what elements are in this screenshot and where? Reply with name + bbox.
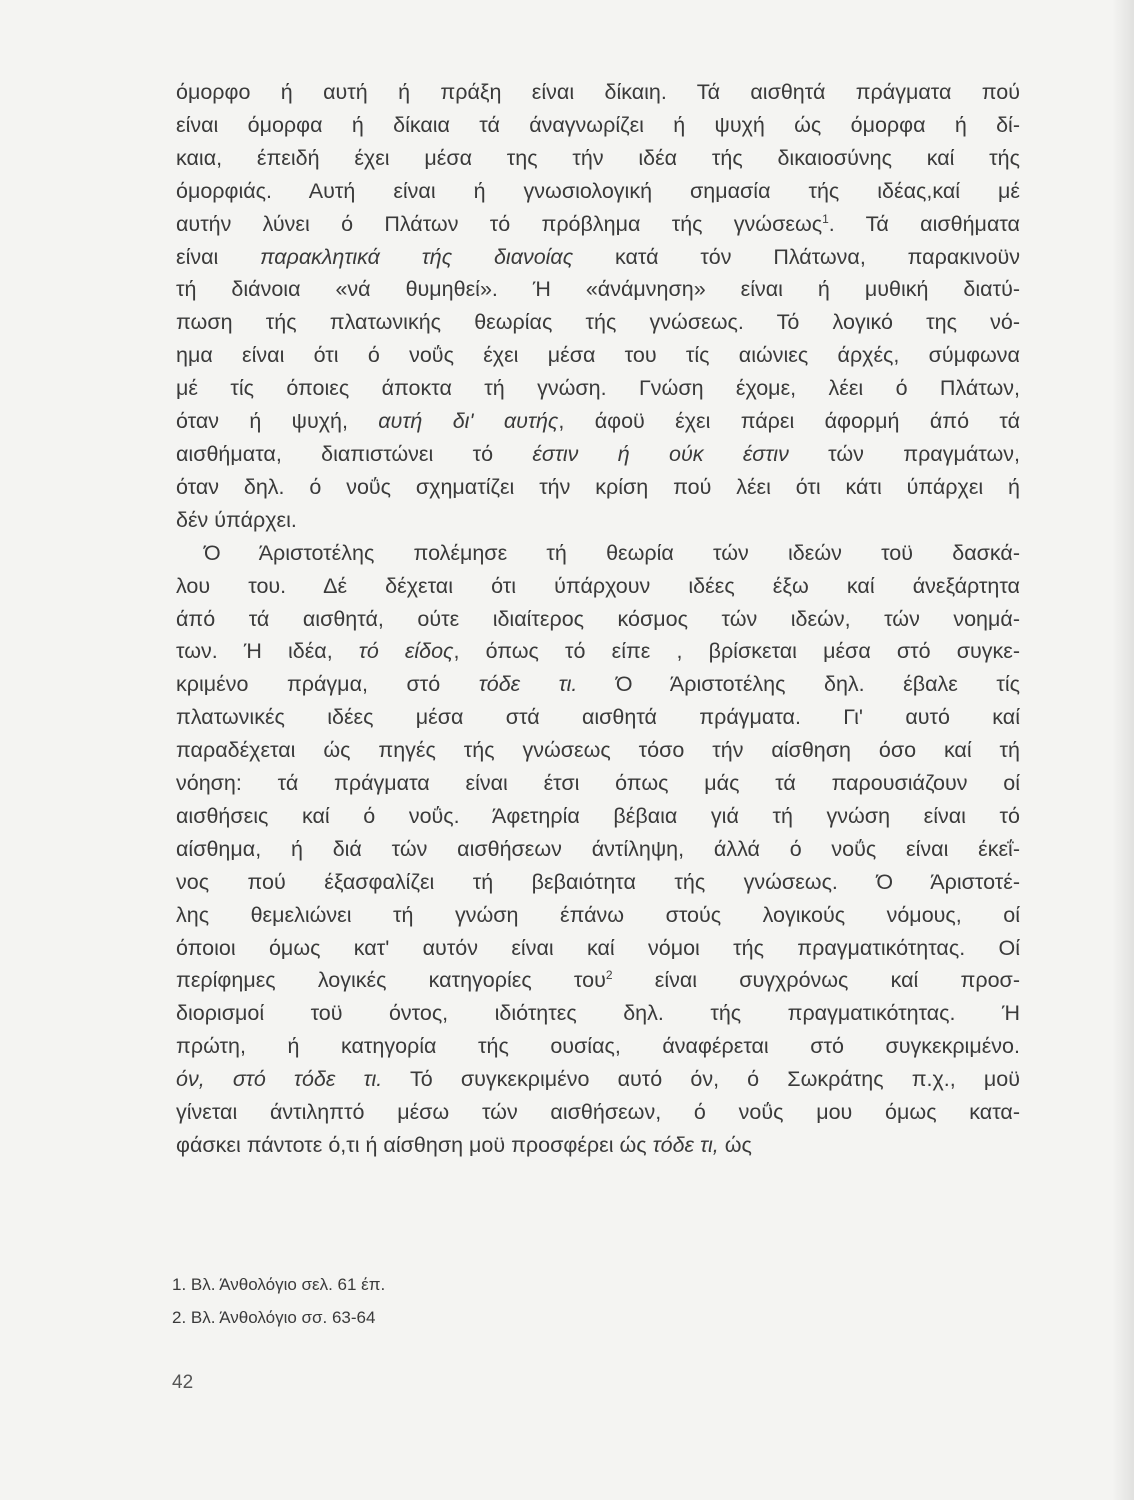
text-line [176,504,1020,537]
text-line [176,1030,1020,1063]
text-run: φάσκει πάντοτε ό,τι ή αίσθηση μοϋ προσφέρει ώς [176,1133,653,1157]
text-line [176,866,1020,899]
text-run: αισθήματα, διαπιστώνει τό [176,441,533,466]
text-line [176,800,1020,833]
page-number: 42 [172,1372,194,1393]
text-run: μέ τίς όποιες άποκτα τή γνώση. Γνώση έχομε, λέει ό Πλάτων, [176,376,1020,401]
text-run: κατά τόν Πλάτωνα, παρακινοϋν [573,244,1021,269]
text-line [176,471,1020,504]
text-run: τή διάνοια «νά θυμηθεί». Ή «άνάμνηση» είναι ή μυθική διατύ- [176,277,1020,302]
text-run: ώς [718,1133,752,1157]
footnote-2: 2. Βλ. Άνθολόγιο σσ. 63-64 [172,1308,376,1327]
text-run: κριμένο πράγμα, στό [176,672,479,697]
text-run: , όπως τό είπε , βρίσκεται μέσα στό συγκε- [453,639,1020,664]
text-line [176,1063,1020,1096]
text-line [176,76,1020,109]
text-run: Τό συγκεκριμένο αυτό όν, ό Σωκράτης π.χ., μοϋ [382,1067,1020,1092]
text-run: λης θεμελιώνει τή γνώση έπάνω στούς λογικούς νόμους, οί [176,902,1020,927]
text-line [176,438,1020,471]
text-run: όταν δηλ. ό νοΰς σχηματίζει τήν κρίση πού λέει ότι κάτι ύπάρχει ή [176,474,1020,499]
text-run: αυτήν λύνει ό Πλάτων τό πρόβλημα τής γνώσεως [176,211,823,236]
text-line [176,241,1020,274]
text-run: όμορφιάς. Αυτή είναι ή γνωσιολογική σημασία τής ιδέας,καί μέ [176,178,1020,203]
text-run: . Τά αισθήματα [828,211,1020,236]
text-line [176,1096,1020,1129]
text-run: Ό Άριστοτέλης πολέμησε τή θεωρία τών ιδεών τοϋ δασκά- [204,540,1020,565]
text-line [176,570,1020,603]
text-run: όταν ή ψυχή, [176,409,379,434]
emphasis: τό είδος [358,639,454,664]
text-run: λου του. Δέ δέχεται ότι ύπάρχουν ιδέες έξω καί άνεξάρτητα [176,573,1020,598]
text-run: είναι συγχρόνως καί προσ- [612,968,1020,993]
text-run: αισθήσεις καί ό νοΰς. Άφετηρία βέβαια γιά τή γνώση είναι τό [176,803,1020,828]
text-run: είναι όμορφα ή δίκαια τά άναγνωρίζει ή ψυχή ώς όμορφα ή δί- [176,112,1020,137]
text-run: πλατωνικές ιδέες μέσα στά αισθητά πράγματα. Γι' αυτό καί [176,705,1020,730]
text-run: περίφημες λογικές κατηγορίες του [176,968,606,993]
footnote-marker: 2 [605,968,613,983]
text-line [176,964,1020,997]
emphasis: τόδε τι. [478,672,578,697]
text-line [176,372,1020,405]
text-run: νος πού έξασφαλίζει τή βεβαιότητα τής γνώσεως. Ό Άριστοτέ- [176,869,1020,894]
text-line [176,405,1020,438]
text-run: γίνεται άντιληπτό μέσω τών αισθήσεων, ό νοΰς μου όμως κατα- [176,1100,1020,1125]
text-line [176,1129,1020,1162]
text-line [176,899,1020,932]
text-run: πρώτη, ή κατηγορία τής ουσίας, άναφέρεται στό συγκεκριμένο. [176,1034,1020,1059]
text-line [176,734,1020,767]
text-run: των. Ή ιδέα, [176,639,359,664]
text-line [176,668,1020,701]
text-run: ημα είναι ότι ό νοΰς έχει μέσα του τίς αιώνιες άρχές, σύμφωνα [176,343,1020,368]
text-run: , άφοϋ έχει πάρει άφορμή άπό τά [558,409,1020,434]
footnote-1: 1. Βλ. Άνθολόγιο σελ. 61 έπ. [172,1275,386,1294]
text-run: άπό τά αισθητά, ούτε ιδιαίτερος κόσμος τών ιδεών, τών νοημά- [176,606,1020,631]
footnote-marker: 1 [822,211,829,226]
text-line [176,175,1020,208]
footnotes [172,1268,872,1334]
text-run: καια, έπειδή έχει μέσα της τήν ιδέα τής δικαιοσύνης καί τής [176,145,1020,170]
text-line [176,635,1020,668]
text-line [176,701,1020,734]
emphasis: παρακλητικά τής διανοίας [260,244,574,269]
text-run: όποιοι όμως κατ' αυτόν είναι καί νόμοι τής πραγματικότητας. Οί [176,935,1020,960]
text-run: δέν ύπάρχει. [176,507,297,532]
emphasis: όν, στό τόδε τι. [176,1067,383,1092]
text-line [176,833,1020,866]
text-run: πωση τής πλατωνικής θεωρίας τής γνώσεως. Τό λογικό της νό- [176,310,1020,335]
body-text [176,76,1020,1162]
emphasis: έστιν ή ούκ έστιν [532,441,789,466]
text-line [176,142,1020,175]
emphasis: αυτή δι' αυτής [378,409,559,434]
text-line [176,603,1020,636]
page-edge-shadow [1112,0,1134,1500]
text-run: παραδέχεται ώς πηγές τής γνώσεως τόσο τήν αίσθηση όσο καί τή [176,738,1020,763]
text-line [176,306,1020,339]
text-line [176,767,1020,800]
text-run: Ό Άριστοτέλης δηλ. έβαλε τίς [577,672,1020,697]
emphasis: τόδε τι, [652,1133,719,1157]
text-run: είναι [176,244,261,269]
text-line [176,273,1020,306]
text-run: όμορφο ή αυτή ή πράξη είναι δίκαιη. Τά αισθητά πράγματα πού [176,80,1020,104]
text-line [176,109,1020,142]
text-run: νόηση: τά πράγματα είναι έτσι όπως μάς τά παρουσιάζουν οί [176,771,1020,796]
text-run: διορισμοί τοϋ όντος, ιδιότητες δηλ. τής πραγματικότητας. Ή [176,1001,1020,1026]
text-line [176,339,1020,372]
text-run: αίσθημα, ή διά τών αισθήσεων άντίληψη, άλλά ό νοΰς είναι έκεΐ- [176,836,1020,861]
text-line [176,537,1020,570]
text-run: τών πραγμάτων, [788,441,1020,466]
text-line [176,997,1020,1030]
text-line [176,932,1020,965]
text-line [176,208,1020,241]
